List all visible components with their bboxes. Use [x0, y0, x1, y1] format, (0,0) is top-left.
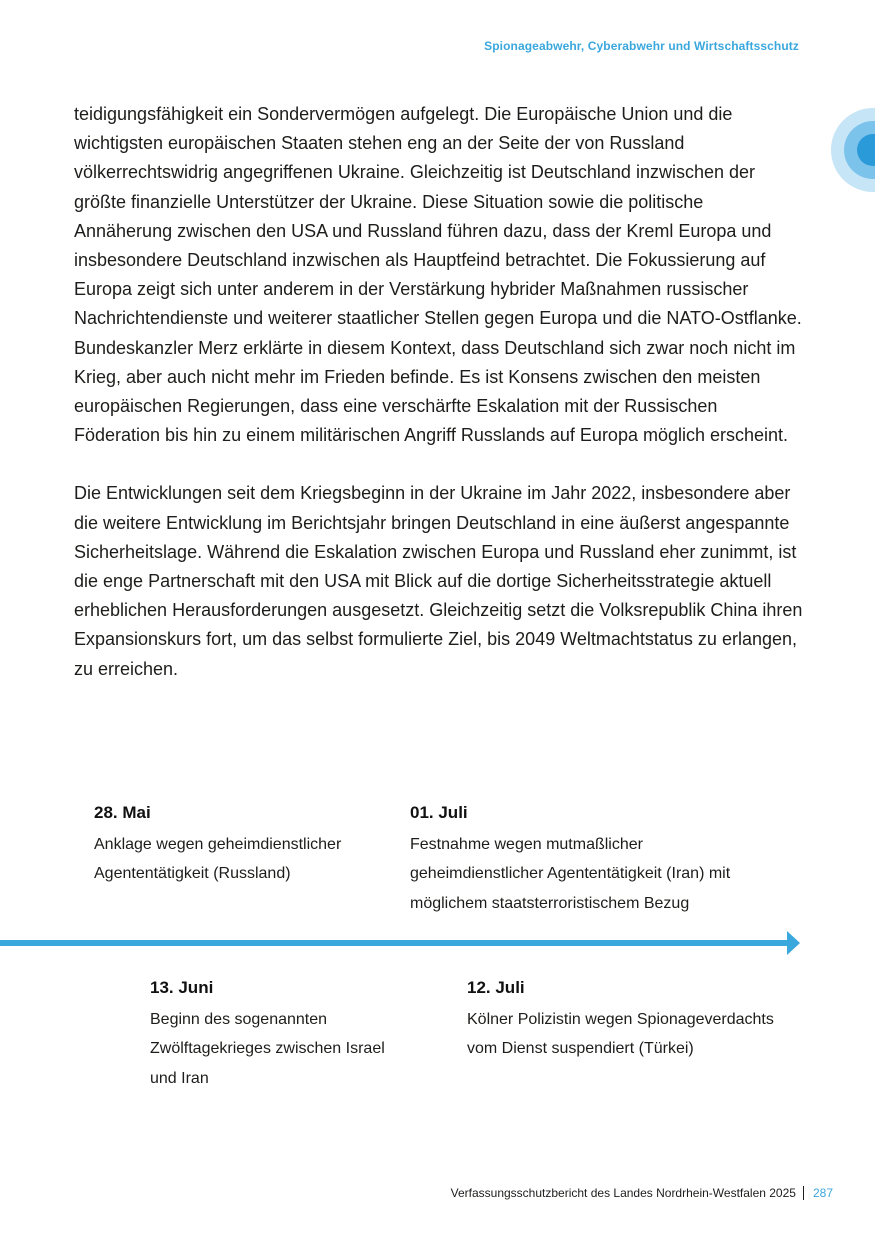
- timeline-event: [410, 803, 760, 918]
- event-date: 13. Juni: [150, 978, 214, 997]
- event-date: 12. Juli: [467, 978, 525, 997]
- event-description: Beginn des sogenannten Zwölftagekrieges zwischen Israel und Iran: [150, 1011, 385, 1087]
- paragraph: teidigungsfähigkeit ein Sondervermögen aufgelegt. Die Europäische Union und die wichtigsten europäischen Staaten stehen eng an der Seite der von Russland völkerrechtswidrig angegriffenen Ukraine. Gleichzeitig ist Deutschland inzwischen der größte finanzielle Unterstützer der Ukraine. Diese Situation sowie die politische Annäherung zwischen den USA und Russland führen dazu, dass der Kreml Europa und insbesondere Deutschland inzwischen als Hauptfeind betrachtet. Die Fokussierung auf Europa zeigt sich unter anderem in der Verstärkung hybrider Maßnahmen russischer Nachrichtendienste und weiterer staatlicher Stellen gegen Europa und die NATO-Ostflanke. Bundeskanzler Merz erklärte in diesem Kontext, dass Deutschland sich zwar noch nicht im Krieg, aber auch nicht mehr im Frieden befinde. Es ist Konsens zwischen den meisten europäischen Regierungen, dass eine verschärfte Eskalation mit der Russischen Föderation bis hin zu einem militärischen Angriff Russlands auf Europa möglich erscheint.: [74, 104, 802, 446]
- footer-divider: [803, 1186, 804, 1200]
- event-date: 01. Juli: [410, 803, 468, 822]
- main-text: [74, 100, 804, 713]
- decorative-circles: [831, 108, 875, 192]
- timeline-event: [94, 803, 354, 889]
- timeline-event: [150, 978, 405, 1093]
- timeline-event: [467, 978, 797, 1064]
- event-description: Anklage wegen geheimdienstlicher Agententätigkeit (Russland): [94, 836, 342, 883]
- publication-title: Verfassungsschutzbericht des Landes Nordrhein-Westfalen 2025: [450, 1186, 796, 1200]
- page-number: 287: [812, 1186, 833, 1200]
- event-description: Kölner Polizistin wegen Spionageverdachts vom Dienst suspendiert (Türkei): [467, 1011, 774, 1058]
- event-description: Festnahme wegen mutmaßlicher geheimdienstlicher Agententätigkeit (Iran) mit möglichem staatsterroristischem Bezug: [410, 836, 731, 912]
- timeline-line: [0, 940, 789, 946]
- arrow-right-icon: [787, 931, 800, 955]
- event-date: 28. Mai: [94, 803, 151, 822]
- paragraph: Die Entwicklungen seit dem Kriegsbeginn in der Ukraine im Jahr 2022, insbesondere aber die weitere Entwicklung im Berichtsjahr bringen Deutschland in eine äußerst angespannte Sicherheitslage. Während die Eskalation zwischen Europa und Russland eher zunimmt, ist die enge Partnerschaft mit den USA mit Blick auf die dortige Sicherheitsstrategie aktuell erheblichen Herausforderungen ausgesetzt. Gleichzeitig setzt die Volksrepublik China ihren Expansionskurs fort, um das selbst formulierte Ziel, bis 2049 Weltmachtstatus zu erlangen, zu erreichen.: [74, 483, 803, 679]
- page-footer: [451, 1186, 833, 1200]
- timeline-axis: [0, 940, 801, 946]
- section-header: Spionageabwehr, Cyberabwehr und Wirtschaftsschutz: [484, 39, 799, 53]
